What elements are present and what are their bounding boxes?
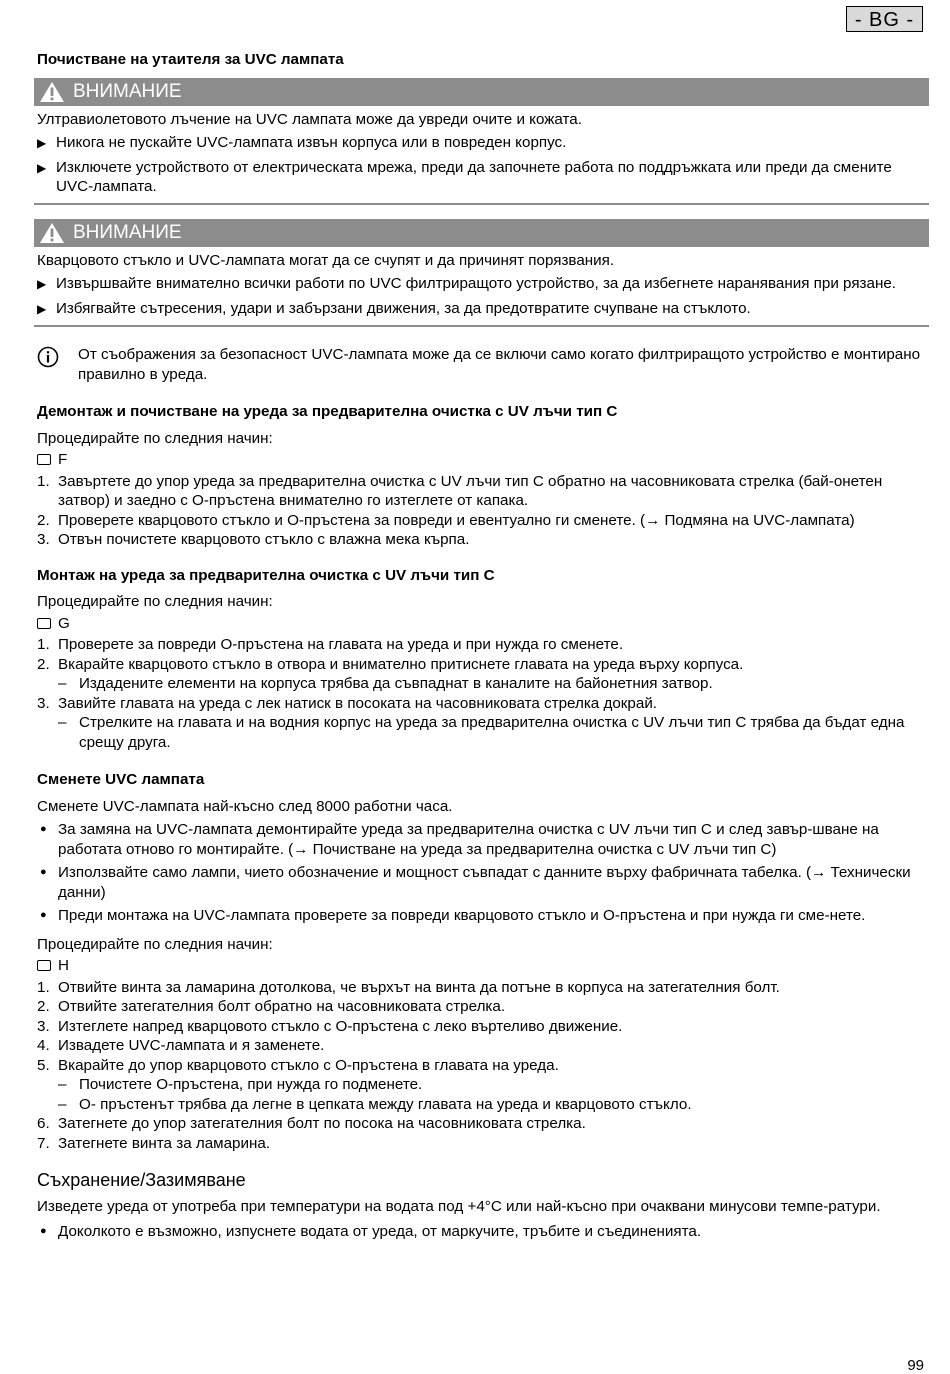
list-item [37,530,929,550]
list-item [37,997,929,1017]
warning-text: Ултравиолетовото лъчение на UVC лампата може да увреди очите и кожата. [37,110,582,128]
step-text: Затегнете винта за ламарина. [58,1134,271,1152]
info-note [37,345,929,384]
subitem-text: Стрелките на главата и на водния корпус на уреда за предварителна очистка с UV лъчи тип C трябва да бъдат една срещу друга. [79,714,905,751]
list-item [37,1134,929,1154]
step-number: 1. [37,472,50,490]
list-item-text: Избягвайте сътресения, удари и забързани движения, за да предотвратите счупване на стъклото. [56,299,751,317]
bullet-marker: ● [40,1225,47,1237]
step-text: Вкарайте кварцовото стъкло в отвора и внимателно притиснете главата на уреда върху корпуса. [58,655,744,673]
arrow-bullet-icon: ▶ [37,277,47,291]
figure-label: H [58,957,69,974]
figure-icon [37,960,51,971]
step-text: Проверете за повреди О-пръстена на главата на уреда и при нужда го сменете. [58,636,624,653]
list-item [37,655,929,675]
subitem-text: Издадените елементи на корпуса трябва да съвпаднат в каналите на байонетния затвор. [79,675,713,692]
page-number: 99 [907,1357,924,1374]
bullet-text: Използвайте само лампи, чието обозначение и мощност съвпадат с данните върху фабричната табелка. (→ Технически данни) [58,864,911,901]
bullet-text: Доколкото е възможно, изпуснете водата от уреда, от маркучите, тръбите и съединенията. [58,1223,702,1240]
step-number: 1. [37,636,50,653]
dash-marker: – [58,675,67,692]
divider [34,325,929,327]
list-subitem [37,1075,929,1095]
list-item [37,274,929,295]
dash-marker: – [58,1076,67,1093]
figure-icon [37,618,51,629]
step-text: Затегнете до упор затегателния болт по посока на часовниковата стрелка. [58,1115,586,1132]
step-text: Завъртете до упор уреда за предварителна очистка с UV лъчи тип C обратно на часовниковата стрелка (бай-онетен затвор) и заедно с О-пръстена внимателно го изтеглете от капака. [58,472,883,509]
warning-banner [34,219,929,247]
section-intro: Сменете UVC-лампата най-късно след 8000 работни часа. [37,797,453,815]
section-text: Изведете уреда от употреба при температури на водата под +4°C или най-късно при очаквани минусови темпе-ратури. [37,1197,881,1215]
subitem-text: Почистете О-пръстена, при нужда го подменете. [79,1076,423,1093]
bullet-marker: ● [40,823,47,835]
figure-reference [37,956,929,976]
section-title-disassembly: Демонтаж и почистване на уреда за предварителна очистка с UV лъчи тип C [37,403,618,420]
list-item-text: Никога не пускайте UVC-лампата извън корпуса или в повреден корпус. [56,134,567,151]
step-text: Отвийте затегателния болт обратно на часовниковата стрелка. [58,998,506,1015]
subitem-text: О- пръстенът трябва да легне в цепката между главата на уреда и кварцовото стъкло. [79,1095,692,1113]
warning-text: Кварцовото стъкло и UVC-лампата могат да се счупят и да причинят порязвания. [37,251,615,269]
section-title-uvc-cleaning: Почистване на утаителя за UVC лампата [37,51,344,68]
bullet-text: Преди монтажа на UVC-лампата проверете за повреди кварцовото стъкло и О-пръстена и при нужда ги сме-нете. [58,907,866,924]
list-item [37,906,929,926]
list-subitem [37,674,929,694]
step-number: 3. [37,531,50,548]
warning-icon [39,222,65,244]
list-item [37,299,929,320]
step-number: 1. [37,978,50,996]
step-number: 3. [37,1017,50,1035]
list-item [37,635,929,655]
list-item [37,472,929,511]
step-text: Изтеглете напред кварцовото стъкло с О-пръстена с леко въртеливо движение. [58,1017,623,1035]
list-subitem [37,713,929,752]
arrow-bullet-icon: ▶ [37,136,47,150]
figure-label: F [58,451,68,468]
step-text: Проверете кварцовото стъкло и О-пръстена за повреди и евентуално ги сменете. (→ Подмяна на UVC-лампата) [58,511,855,529]
step-text: Завийте главата на уреда с лек натиск в посоката на часовниковата стрелка докрай. [58,694,658,712]
list-item [37,511,929,531]
step-number: 2. [37,655,50,673]
list-item [37,158,929,197]
figure-reference [37,614,929,634]
list-item-text: Изключете устройството от електрическата мрежа, преди да започнете работа по поддръжката или преди да смените UVC-лампата. [56,158,892,195]
step-text: Извадете UVC-лампата и я заменете. [58,1037,325,1054]
figure-reference [37,450,929,470]
step-text: Отвийте винта за ламарина дотолкова, че върхът на винта да потъне в корпуса на затегателния болт. [58,978,780,996]
step-text: Вкарайте до упор кварцовото стъкло с О-пръстена в главата на уреда. [58,1056,559,1074]
dash-marker: – [58,1095,67,1113]
step-number: 2. [37,511,50,529]
procedure-intro: Процедирайте по следния начин: [37,429,273,447]
procedure-intro: Процедирайте по следния начин: [37,935,273,953]
warning-label: ВНИМАНИЕ [73,80,182,102]
section-title-storage: Съхранение/Зазимяване [37,1170,246,1190]
list-item [37,1017,929,1037]
warning-icon [39,81,65,103]
info-icon [37,345,78,384]
bullet-marker: ● [40,909,47,921]
step-number: 6. [37,1115,50,1132]
list-item [37,978,929,998]
arrow-bullet-icon: ▶ [37,301,47,316]
step-number: 7. [37,1134,50,1152]
list-item [37,694,929,714]
bullet-text: За замяна на UVC-лампата демонтирайте уреда за предварителна очистка с UV лъчи тип C и след завър-шване на работата отново го монтирайте. (→ Почистване на уреда за предварителна очистка с UV лъчи тип C) [58,821,879,858]
list-item [37,1036,929,1056]
section-title-assembly: Монтаж на уреда за предварителна очистка с UV лъчи тип C [37,566,495,584]
arrow-bullet-icon: ▶ [37,160,47,175]
warning-banner [34,78,929,106]
list-item [37,1222,929,1242]
figure-icon [37,454,51,465]
list-subitem [37,1095,929,1115]
dash-marker: – [58,714,67,731]
step-number: 4. [37,1037,50,1054]
list-item [37,133,929,154]
step-number: 5. [37,1056,50,1074]
divider [34,203,929,205]
step-text: Отвън почистете кварцовото стъкло с влажна мека кърпа. [58,531,470,548]
list-item [37,1114,929,1134]
bullet-marker: ● [40,866,47,878]
section-title-replace-lamp: Сменете UVC лампата [37,771,205,788]
warning-label: ВНИМАНИЕ [73,221,182,243]
language-badge: - BG - [846,6,923,32]
list-item [37,1056,929,1076]
procedure-intro: Процедирайте по следния начин: [37,593,273,610]
step-number: 3. [37,694,50,712]
step-number: 2. [37,998,50,1015]
info-text: От съображения за безопасност UVC-лампата може да се включи само когато филтриращото устройство е монтирано правилно в уреда. [78,346,921,383]
list-item [37,863,929,902]
list-item-text: Извършвайте внимателно всички работи по UVC филтриращото устройство, за да избегнете наранявания при рязане. [56,275,897,292]
figure-label: G [58,614,70,632]
list-item [37,820,929,859]
page-content [37,50,929,1242]
